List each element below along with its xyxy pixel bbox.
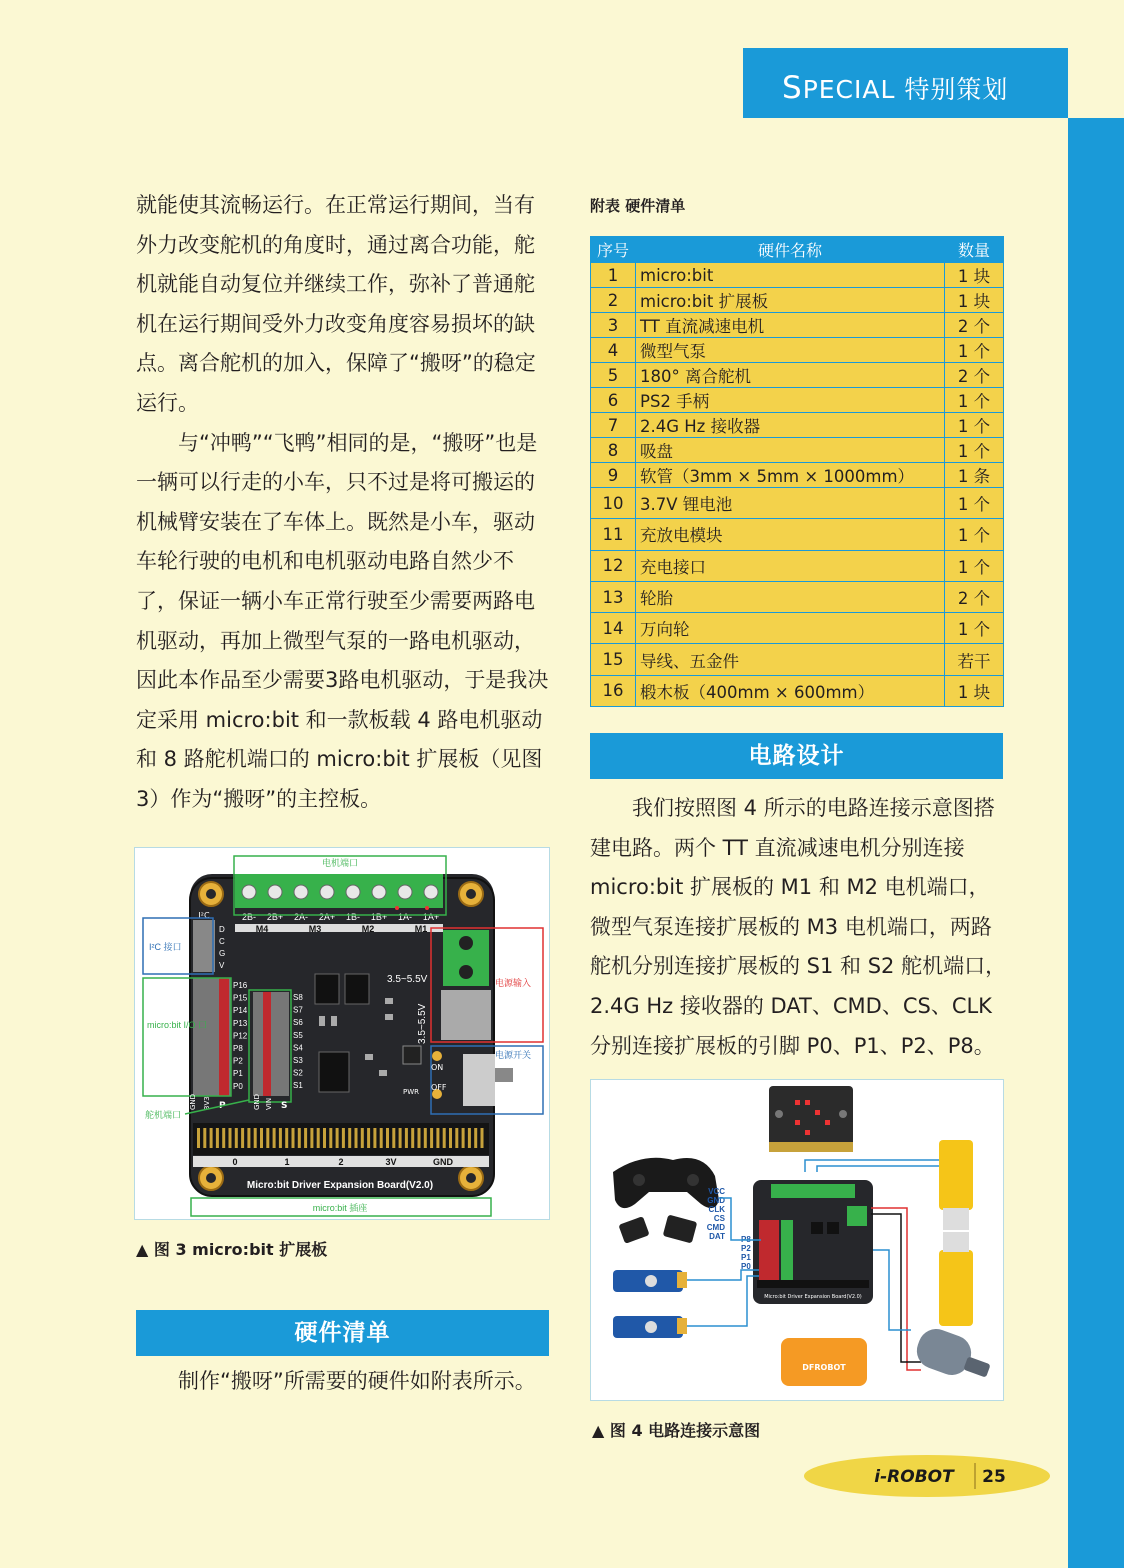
cell-qty: 2 个 bbox=[945, 363, 1004, 388]
edge-pin-label: GND bbox=[433, 1157, 453, 1167]
cell-name: 吸盘 bbox=[636, 438, 945, 463]
cell-qty: 1 个 bbox=[945, 550, 1004, 581]
col-header-name: 硬件名称 bbox=[636, 237, 945, 263]
pin-label: P1 bbox=[741, 1253, 751, 1262]
cell-qty: 1 个 bbox=[945, 519, 1004, 550]
cell-name: 万向轮 bbox=[636, 613, 945, 644]
fig3-vin-label: VIN bbox=[265, 1097, 273, 1110]
motor-name-label: M4 bbox=[255, 924, 269, 934]
edge-pin-label: 2 bbox=[338, 1157, 344, 1167]
edge-finger bbox=[310, 1128, 313, 1148]
figure-4-caption: ▲ 图 4 电路连接示意图 bbox=[592, 1421, 761, 1440]
cell-index: 14 bbox=[591, 613, 636, 644]
fig3-gnd-label: GND bbox=[189, 1093, 197, 1110]
motor-pin-label: 1A+ bbox=[422, 912, 440, 922]
cell-name: TT 直流减速电机 bbox=[636, 313, 945, 338]
fig4-board-name: Micro:bit Driver Expansion Board(V2.0) bbox=[764, 1294, 862, 1300]
edge-finger bbox=[348, 1128, 351, 1148]
edge-finger bbox=[455, 1128, 458, 1148]
cell-index: 5 bbox=[591, 363, 636, 388]
edge-finger bbox=[462, 1128, 465, 1148]
edge-finger bbox=[254, 1128, 257, 1148]
cell-qty: 1 个 bbox=[945, 613, 1004, 644]
cell-name: 3.7V 锂电池 bbox=[636, 488, 945, 519]
cell-name: 充电接口 bbox=[636, 550, 945, 581]
edge-finger bbox=[380, 1128, 383, 1148]
fig3-s-label: S bbox=[281, 1101, 288, 1111]
fig3-gnd2-label: GND bbox=[253, 1093, 261, 1110]
paragraph: 我们按照图 4 所示的电路连接示意图搭建电路。两个 TT 直流减速电机分别连接 micro:bit 扩展板的 M1 和 M2 电机端口，微型气泵连接扩展板的 M3 电机端口，两路舵机分别连接扩展板的 S1 和 S2 舵机端口，2.4G Hz 接收器的 DAT、CMD、CS、CLK 分别连接扩展板的引脚 P0、P1、P2、P8。 bbox=[590, 796, 1007, 1058]
i2c-pin-label: V bbox=[219, 961, 225, 970]
cell-index: 12 bbox=[591, 550, 636, 581]
edge-finger bbox=[449, 1128, 452, 1148]
terminal-screw bbox=[320, 885, 334, 899]
section-title bbox=[782, 70, 1008, 106]
edge-finger bbox=[474, 1128, 477, 1148]
motor-pin-label: 1B+ bbox=[370, 912, 388, 922]
cell-index: 7 bbox=[591, 413, 636, 438]
servo-pin-label: S8 bbox=[293, 993, 303, 1002]
edge-finger bbox=[229, 1128, 232, 1148]
hardware-text: 制作“搬呀”所需要的硬件如附表所示。 bbox=[178, 1369, 536, 1393]
edge-finger bbox=[336, 1128, 339, 1148]
servo-pin-label: S6 bbox=[293, 1018, 303, 1028]
signal-label: GND bbox=[707, 1196, 725, 1205]
i2c-pin-label: D bbox=[219, 925, 225, 934]
io-pin-label: P1 bbox=[233, 1069, 243, 1079]
table-row bbox=[591, 313, 1004, 338]
figure-4-circuit-diagram bbox=[590, 1079, 1004, 1401]
servo-pin-label: S7 bbox=[293, 1005, 303, 1015]
terminal-screw bbox=[346, 885, 360, 899]
fig3-power-in: 电源输入 bbox=[495, 978, 532, 988]
edge-finger bbox=[418, 1128, 421, 1148]
edge-finger bbox=[292, 1128, 295, 1148]
io-pin-label: P13 bbox=[233, 1018, 248, 1028]
table-row bbox=[591, 488, 1004, 519]
cell-name: micro:bit 扩展板 bbox=[636, 288, 945, 313]
cell-qty: 1 块 bbox=[945, 288, 1004, 313]
servo-pin-label: S2 bbox=[293, 1068, 303, 1078]
edge-finger bbox=[241, 1128, 244, 1148]
edge-finger bbox=[424, 1128, 427, 1148]
edge-finger bbox=[367, 1128, 370, 1148]
io-pin-label: P8 bbox=[233, 1044, 243, 1053]
paragraph: 就能使其流畅运行。在正常运行期间，当有外力改变舵机的角度时，通过离合功能，舵机就能自动复位并继续工作，弥补了普通舵机在运行期间受外力改变角度容易损坏的缺点。离合舵机的加入，保障了“搬呀”的稳定运行。 bbox=[136, 193, 536, 415]
edge-finger bbox=[203, 1128, 206, 1148]
fig3-socket-label: micro:bit 插座 bbox=[312, 1203, 368, 1213]
edge-pin-label: 1 bbox=[284, 1157, 290, 1167]
cell-qty: 1 个 bbox=[945, 388, 1004, 413]
cell-index: 11 bbox=[591, 519, 636, 550]
edge-finger bbox=[210, 1128, 213, 1148]
edge-finger bbox=[386, 1128, 389, 1148]
edge-pin-label: 0 bbox=[232, 1157, 238, 1167]
section-cn: 特别策划 bbox=[904, 75, 1009, 104]
motor-name-label: M2 bbox=[361, 924, 375, 934]
signal-label: DAT bbox=[709, 1232, 725, 1241]
table-row bbox=[591, 388, 1004, 413]
motor-pin-label: 2B+ bbox=[266, 912, 284, 922]
fig3-voltage: 3.5~5.5V bbox=[387, 974, 428, 985]
figure-3-caption: ▲ 图 3 micro:bit 扩展板 bbox=[136, 1240, 328, 1259]
edge-finger bbox=[481, 1128, 484, 1148]
signal-label: CMD bbox=[706, 1223, 725, 1232]
table-title: 附表 硬件清单 bbox=[590, 197, 686, 215]
edge-finger bbox=[361, 1128, 364, 1148]
cell-name: PS2 手柄 bbox=[636, 388, 945, 413]
table-row bbox=[591, 438, 1004, 463]
edge-finger bbox=[436, 1128, 439, 1148]
cell-index: 15 bbox=[591, 644, 636, 675]
cell-index: 13 bbox=[591, 581, 636, 612]
circuit-heading: 电路设计 bbox=[590, 733, 1003, 779]
table-row bbox=[591, 675, 1004, 706]
table-row bbox=[591, 338, 1004, 363]
terminal-screw bbox=[398, 885, 412, 899]
motor-name-label: M1 bbox=[414, 924, 428, 934]
edge-finger bbox=[405, 1128, 408, 1148]
cell-index: 8 bbox=[591, 438, 636, 463]
edge-finger bbox=[247, 1128, 250, 1148]
i2c-pin-label: G bbox=[219, 949, 226, 958]
edge-finger bbox=[266, 1128, 269, 1148]
cell-index: 10 bbox=[591, 488, 636, 519]
fig3-io-label-a bbox=[147, 1020, 207, 1030]
fig3-board-name: Micro:bit Driver Expansion Board(V2.0) bbox=[246, 1180, 434, 1191]
terminal-screw bbox=[424, 885, 438, 899]
edge-finger bbox=[411, 1128, 414, 1148]
table-row bbox=[591, 263, 1004, 288]
cell-qty: 1 个 bbox=[945, 438, 1004, 463]
page-footer bbox=[802, 1454, 1052, 1498]
signal-label: CLK bbox=[708, 1205, 725, 1214]
terminal-screw bbox=[372, 885, 386, 899]
side-color-bar bbox=[1068, 118, 1124, 1568]
fig3-off: OFF bbox=[431, 1083, 447, 1092]
edge-finger bbox=[298, 1128, 301, 1148]
signal-label: VCC bbox=[708, 1187, 725, 1196]
hardware-table bbox=[590, 236, 1004, 707]
edge-finger bbox=[273, 1128, 276, 1148]
fig3-on: ON bbox=[431, 1063, 444, 1072]
table-row bbox=[591, 581, 1004, 612]
fig3-io-label: micro:bit I/O 口 bbox=[147, 1020, 208, 1030]
edge-finger bbox=[222, 1128, 225, 1148]
page-number: 25 bbox=[982, 1467, 1006, 1487]
col-header-index: 序号 bbox=[591, 237, 636, 263]
cell-name: 2.4G Hz 接收器 bbox=[636, 413, 945, 438]
edge-finger bbox=[317, 1128, 320, 1148]
cell-name: 软管（3mm × 5mm × 1000mm） bbox=[636, 463, 945, 488]
left-column bbox=[136, 186, 551, 820]
table-row bbox=[591, 463, 1004, 488]
figure-3-expansion-board bbox=[134, 847, 550, 1220]
cell-index: 2 bbox=[591, 288, 636, 313]
terminal-screw bbox=[294, 885, 308, 899]
table-row bbox=[591, 519, 1004, 550]
fig3-servo-label: 舵机端口 bbox=[145, 1110, 182, 1120]
motor-pin-label: 2A- bbox=[293, 912, 309, 922]
cell-index: 6 bbox=[591, 388, 636, 413]
col-header-qty: 数量 bbox=[945, 237, 1004, 263]
table-header-row bbox=[591, 237, 1004, 263]
section-initial: S bbox=[782, 70, 803, 106]
cell-name: 轮胎 bbox=[636, 581, 945, 612]
fig4-battery-brand: DFROBOT bbox=[802, 1363, 846, 1372]
edge-finger bbox=[197, 1128, 200, 1148]
table-row bbox=[591, 413, 1004, 438]
edge-finger bbox=[304, 1128, 307, 1148]
cell-qty: 1 条 bbox=[945, 463, 1004, 488]
table-row bbox=[591, 363, 1004, 388]
hardware-heading: 硬件清单 bbox=[136, 1310, 549, 1356]
edge-finger bbox=[373, 1128, 376, 1148]
edge-finger bbox=[355, 1128, 358, 1148]
cell-index: 9 bbox=[591, 463, 636, 488]
edge-finger bbox=[443, 1128, 446, 1148]
edge-finger bbox=[285, 1128, 288, 1148]
terminal-screw bbox=[268, 885, 282, 899]
edge-finger bbox=[235, 1128, 238, 1148]
motor-name-label: M3 bbox=[308, 924, 322, 934]
fig3-motor-port-label: 电机端口 bbox=[321, 858, 359, 868]
cell-index: 16 bbox=[591, 675, 636, 706]
io-pin-label: P14 bbox=[233, 1006, 248, 1016]
cell-qty: 1 块 bbox=[945, 263, 1004, 288]
cell-name: 椴木板（400mm × 600mm） bbox=[636, 675, 945, 706]
terminal-screw bbox=[242, 885, 256, 899]
footer-brand: i-ROBOT bbox=[874, 1467, 954, 1487]
cell-qty: 2 个 bbox=[945, 581, 1004, 612]
cell-qty: 2 个 bbox=[945, 313, 1004, 338]
fig3-i2c-label: I²C 接口 bbox=[149, 942, 182, 952]
pin-label: P8 bbox=[741, 1235, 751, 1244]
right-column bbox=[590, 789, 1010, 1066]
fig3-power-switch: 电源开关 bbox=[495, 1050, 532, 1060]
paragraph: 与“冲鸭”“飞鸭”相同的是，“搬呀”也是一辆可以行走的小车，只不过是将可搬运的机械臂安装在了车体上。既然是小车，驱动车轮行驶的电机和电机驱动电路自然少不了，保证一辆小车正常行驶至少需要两路电机驱动，再加上微型气泵的一路电机驱动，因此本作品至少需要3路电机驱动，于是我决定采用 micro:bit 和一款板载 4 路电机驱动和 8 路舵机端口的 micro:bit 扩展板（见图 3）作为“搬呀”的主控板。 bbox=[136, 430, 549, 811]
cell-qty: 若干 bbox=[945, 644, 1004, 675]
edge-finger bbox=[329, 1128, 332, 1148]
pin-label: P2 bbox=[741, 1244, 751, 1253]
edge-finger bbox=[323, 1128, 326, 1148]
table-row bbox=[591, 644, 1004, 675]
motor-pin-label: 2A+ bbox=[318, 912, 336, 922]
edge-finger bbox=[392, 1128, 395, 1148]
i2c-pin-label: C bbox=[219, 937, 225, 946]
edge-finger bbox=[342, 1128, 345, 1148]
edge-finger bbox=[399, 1128, 402, 1148]
fig3-3v3-label: 3V3 bbox=[203, 1096, 211, 1110]
servo-pin-label: S4 bbox=[293, 1043, 303, 1053]
fig3-i2c-title: I²C bbox=[198, 911, 210, 920]
io-pin-label: P2 bbox=[233, 1056, 243, 1066]
motor-pin-label: 2B- bbox=[241, 912, 257, 922]
servo-pin-label: S3 bbox=[293, 1056, 303, 1065]
io-pin-label: P12 bbox=[233, 1031, 248, 1041]
fig3-pwr: PWR bbox=[403, 1088, 420, 1096]
edge-pin-label: 3V bbox=[385, 1157, 397, 1167]
cell-qty: 1 个 bbox=[945, 488, 1004, 519]
edge-finger bbox=[430, 1128, 433, 1148]
io-pin-label: P15 bbox=[233, 993, 248, 1003]
cell-name: 导线、五金件 bbox=[636, 644, 945, 675]
cell-index: 3 bbox=[591, 313, 636, 338]
cell-index: 1 bbox=[591, 263, 636, 288]
motor-pin-label: 1A- bbox=[397, 912, 413, 922]
io-pin-label: P16 bbox=[233, 981, 248, 990]
edge-finger bbox=[279, 1128, 282, 1148]
motor-pin-label: 1B- bbox=[345, 912, 361, 922]
servo-pin-label: S5 bbox=[293, 1030, 303, 1040]
cell-qty: 1 个 bbox=[945, 338, 1004, 363]
cell-name: micro:bit bbox=[636, 263, 945, 288]
table-row bbox=[591, 288, 1004, 313]
pin-label: P0 bbox=[741, 1262, 751, 1271]
signal-label: CS bbox=[713, 1214, 725, 1223]
cell-name: 微型气泵 bbox=[636, 338, 945, 363]
cell-name: 180° 离合舵机 bbox=[636, 363, 945, 388]
table-row bbox=[591, 613, 1004, 644]
fig3-voltage-vertical: 3.5~5.5V bbox=[417, 1003, 428, 1044]
io-pin-label: P0 bbox=[233, 1081, 243, 1091]
edge-finger bbox=[260, 1128, 263, 1148]
cell-name: 充放电模块 bbox=[636, 519, 945, 550]
cell-qty: 1 个 bbox=[945, 413, 1004, 438]
section-name: PECIAL bbox=[802, 75, 896, 104]
edge-finger bbox=[468, 1128, 471, 1148]
table-row bbox=[591, 550, 1004, 581]
edge-finger bbox=[216, 1128, 219, 1148]
servo-pin-label: S1 bbox=[293, 1081, 303, 1091]
cell-qty: 1 块 bbox=[945, 675, 1004, 706]
cell-index: 4 bbox=[591, 338, 636, 363]
